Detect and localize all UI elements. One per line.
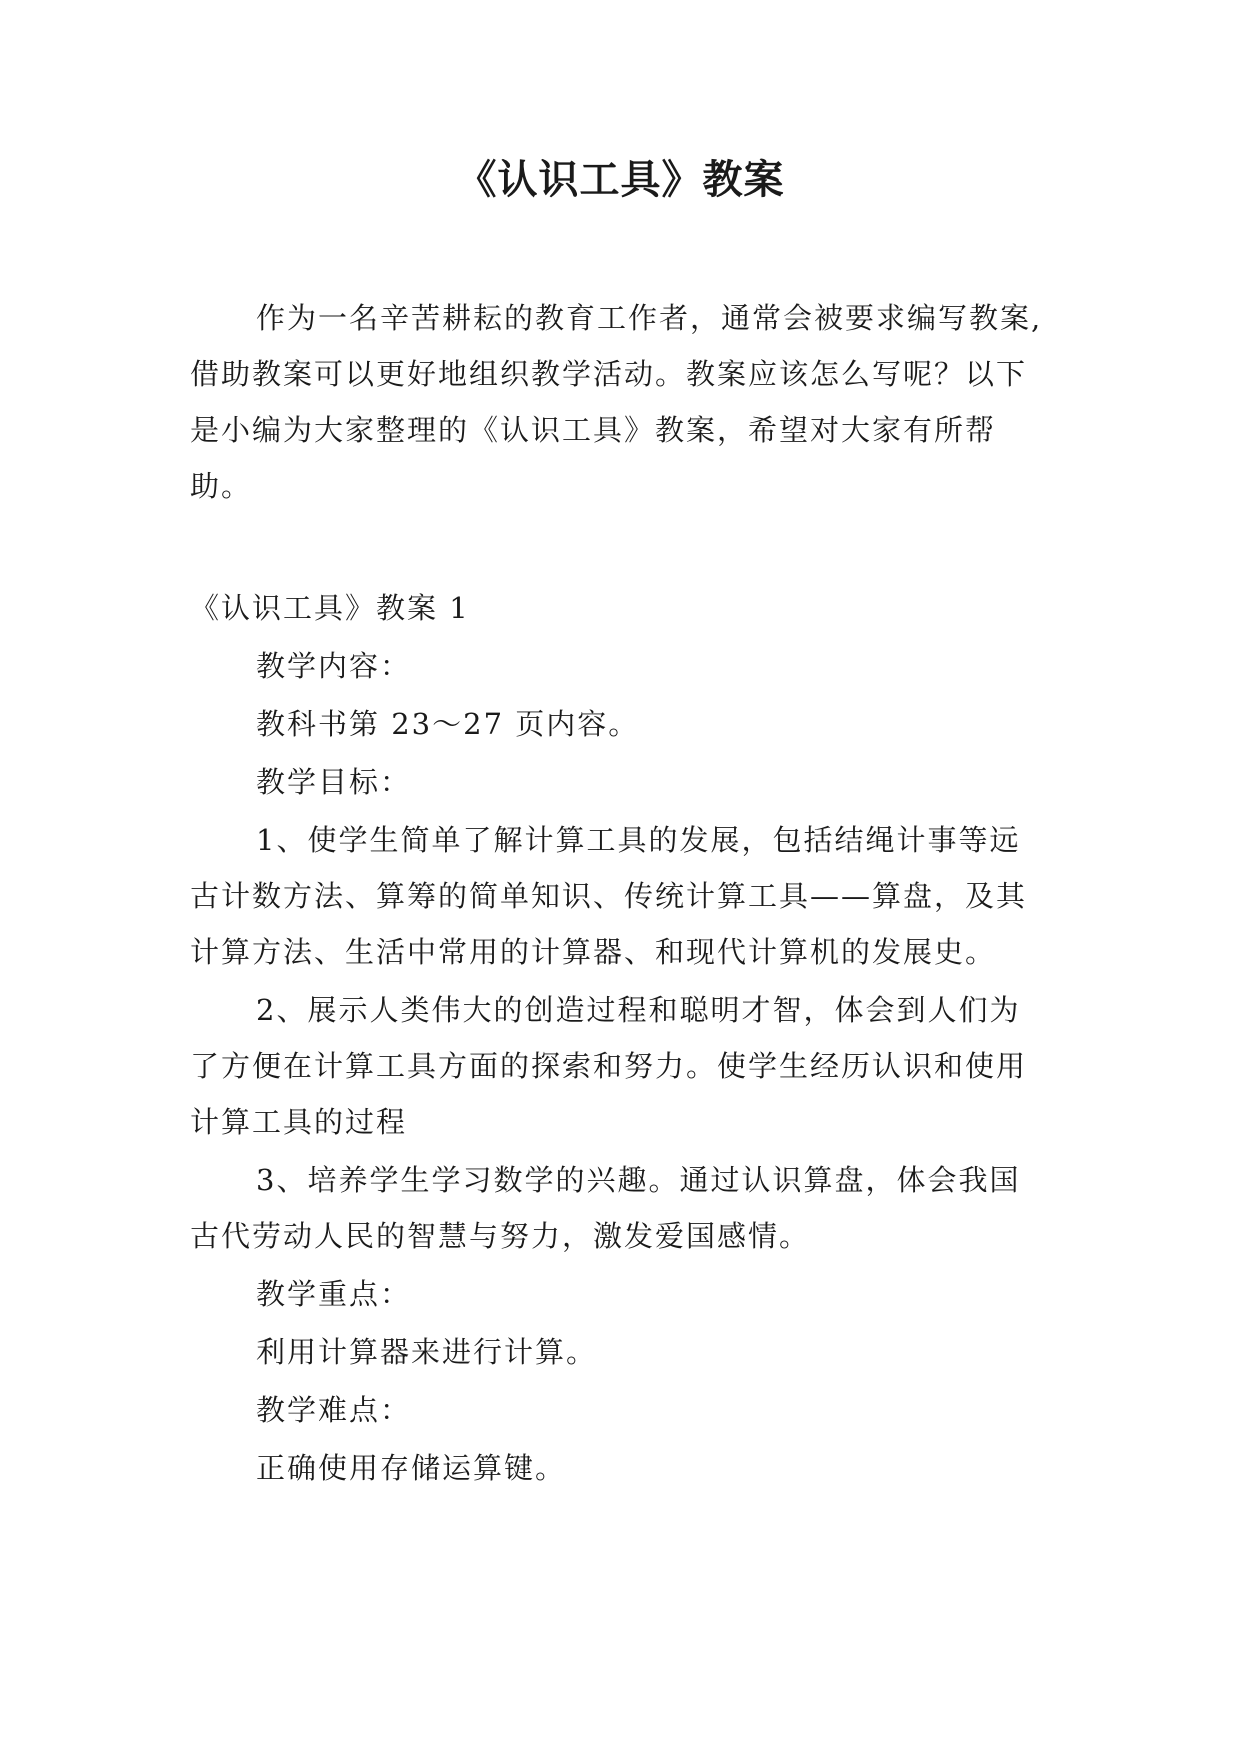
- paragraph: 教学难点：: [256, 1393, 412, 1427]
- document-title: 《认识工具》教案: [456, 157, 785, 203]
- paragraph: 教学重点：: [256, 1277, 412, 1311]
- paragraph: 正确使用存储运算键。: [256, 1451, 567, 1485]
- paragraph: 2、展示人类伟大的创造过程和聪明才智，体会到人们为了方便在计算工具方面的探索和努力。使学生经历认识和使用计算工具的过程: [190, 993, 1028, 1139]
- paragraph: 教学目标：: [256, 765, 412, 799]
- paragraph: 教科书第 23～27 页内容。: [256, 707, 640, 741]
- lesson-plan-section: [190, 580, 1050, 1498]
- paragraph: 教学内容：: [256, 649, 412, 683]
- paragraph: 1、使学生简单了解计算工具的发展，包括结绳计事等远古计数方法、算筹的简单知识、传统计算工具——算盘，及其计算方法、生活中常用的计算器、和现代计算机的发展史。: [190, 823, 1028, 969]
- intro-paragraph: 作为一名辛苦耕耘的教育工作者，通常会被要求编写教案,借助教案可以更好地组织教学活动。教案应该怎么写呢？以下是小编为大家整理的《认识工具》教案，希望对大家有所帮助。: [190, 301, 1043, 503]
- paragraph: 3、培养学生学习数学的兴趣。通过认识算盘，体会我国古代劳动人民的智慧与努力，激发爱国感情。: [190, 1163, 1021, 1253]
- section-heading: 《认识工具》教案 1: [190, 591, 470, 625]
- paragraph: 利用计算器来进行计算。: [256, 1335, 598, 1369]
